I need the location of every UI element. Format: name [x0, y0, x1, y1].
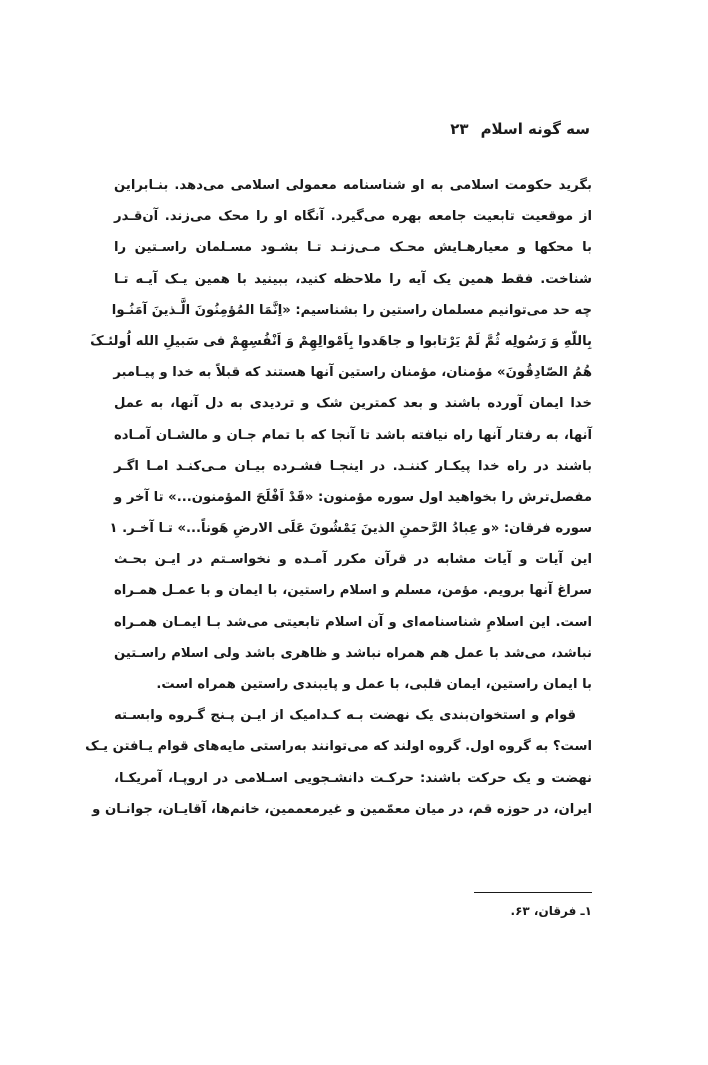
footnote: ۱ـ فرقان، ۶۳.	[510, 904, 592, 918]
text-line: بگرید حکومت اسلامی به او شناسنامه معمولی اسلامی می‌دهد. بنـابراین	[114, 178, 592, 193]
text-line: با محکها و معیارهـایش محـک مـی‌زنـد تـا بشـود مسـلمان راسـتین را	[114, 240, 592, 256]
paragraph-end-line: با ایمان راستین، ایمان قلبی، با عمل و پایبندی راستین همراه است.	[156, 677, 592, 692]
paragraph-start-line: قوام و استخوان‌بندی یک نهضت بـه کـدامیک از ایـن پـنج گـروه وابسـته	[114, 708, 576, 724]
text-line: است؟ به گروه اول. گروه اولند که می‌توانند به‌راستی مایه‌های قوام یـافتن یـک	[85, 739, 592, 755]
running-head	[450, 120, 590, 138]
text-line: است. این اسلامِ شناسنامه‌ای و آن اسلام تابعیتی می‌شد بـا ایمـان همـراه	[114, 614, 592, 630]
running-head-title: سه گونه اسلام	[480, 120, 590, 138]
text-line: سوره فرقان: «و عِبادُ الرَّحمنِ الذینَ یَمْشُونَ عَلَی الارضِ هَوناً...» تـا آخـر. ۱	[109, 521, 592, 537]
text-line: این آیات و آیات مشابه در قرآن مکرر آمـده و نخواسـتم در ایـن بحـث	[114, 552, 592, 568]
text-line: مفصل‌ترش را بخواهید اول سوره مؤمنون: «قَدْ اَفْلَحَ المؤمنون...» تا آخر و	[114, 489, 592, 505]
text-line: نباشد، می‌شد با عمل هم همراه نباشد و ظاهری باشد ولی اسلام راسـتین	[114, 645, 592, 661]
text-line: چه حد می‌توانیم مسلمان راستین را بشناسیم: «اِنَّمَا المُؤمِنُونَ الَّـذینَ آمَنُـوا	[111, 302, 592, 318]
text-line: ایران، در حوزه قم، در میان معمّمین و غیرمعممین، خانم‌ها، آقایـان، جوانـان و	[92, 801, 592, 817]
text-line: خدا ایمان آورده باشند و بعد کمترین شک و تردیدی به دل آنها، به عمل	[114, 396, 592, 412]
text-line: هُمُ الصّادِقُونَ» مؤمنان، مؤمنان راستین آنها هستند که قبلاً به خدا و پیـامبر	[113, 365, 592, 381]
text-line: شناخت. فقط همین یک آیه را ملاحظه کنید، ببینید با همین یـک آیـه تـا	[114, 271, 592, 287]
text-line: بِاللّهِ وَ رَسُولِه ثُمَّ لَمْ یَرْتابوا و جاهَدوا بِاَمْوالِهِمْ وَ اَنْفُسِهِمْ فی سَبیلِ الله اُولئـکَ	[90, 333, 592, 349]
text-line: نهضت و یک حرکت باشند: حرکـت دانشـجویی اسـلامی در اروپـا، آمریکـا،	[114, 770, 592, 786]
text-line: باشند در راه خدا پیکـار کننـد. در اینجـا فشـرده بیـان مـی‌کنـد امـا اگـر	[114, 458, 592, 474]
page-number: ۲۳	[450, 120, 469, 138]
text-line: سراغ آنها برویم. مؤمن، مسلم و اسلام راستین، با ایمان و با عمـل همـراه	[114, 583, 592, 599]
text-line: از موقعیت تابعیت جامعه بهره می‌گیرد. آنگاه او را محک می‌زند. آن‌قـدر	[114, 209, 592, 225]
body-text	[85, 170, 592, 825]
footnote-rule	[474, 892, 592, 893]
text-line: آنها، به رفتار آنها راه نیافته باشد تا آنجا که با تمام جـان و مالشـان آمـاده	[114, 427, 592, 443]
